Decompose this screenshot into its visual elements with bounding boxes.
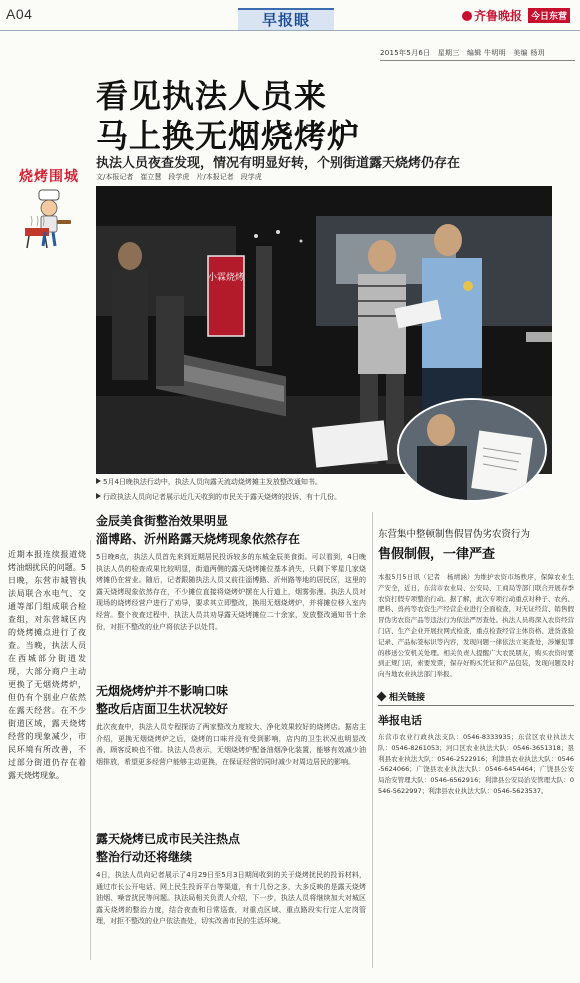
photo-caption-1-text: 5月4日晚执法行动中，执法人员向露天流动烧烤摊主发放整改通知书。 [103, 478, 322, 486]
intro-column: 近期本报连续报道烧烤油烟扰民的问题。5日晚，东营市城管执法局联合水电气、交通等部门组成联合检查组，对东营城区内的烧烤摊点进行了夜查。当晚，执法人员在西城部分街道发现，大部分商户主动更换了无烟烧烤炉，但仍有个别业户依然在露天经营。在不少街道区域，露天烧烤经营的现象减少，市民环境有所改善，不过部分街道仍存在着露天烧烤现象。 [8, 550, 86, 780]
section-tab [238, 8, 334, 30]
section-1-body: 5日晚8点，执法人员首先来到近期居民投诉较多的东城金辰美食街。可以看到，4日晚执法人员的检查成果比较明显，街道两侧的露天烧烤摊位基本消失，只剩下零星几家烧烤摊仍在营业。随后，记者跟随执法人员又前往淄博路、沂州路等地的居民区，这里的露天烧烤现象依然存在，不少摊位直接将烧烤炉摆在人行道上，烟雾弥漫。执法人员对现场的烧烤经营户进行了劝导，要求其立即整改，换用无烟烧烤炉，并将摊位移入室内经营。整个夜查过程中，执法人员共劝导露天烧烤摊位二十余家，发放整改通知书十余份，对拒不整改的业户将依法予以处罚。 [96, 553, 366, 631]
stall-sign-label: 小霖烧烤 [207, 273, 245, 283]
story-section-3 [96, 830, 366, 928]
hotline-list: 东营市农业行政执法支队：0546-8333935；东营区农业执法大队：0546-8261053；河口区农业执法大队：0546-3651318；垦利县农业执法大队：0546-2522916；利津县农业执法大队：0546-5624066；广饶县农业执法大队：0546-6454464；广饶县公安局治安管理大队：0546-6562916；利津县公安局治安管理大队：0546-5622997；利津县农业执法大队：0546-5623537。 [378, 732, 574, 795]
section-3-body: 4日，执法人员向记者展示了4月29日至5月3日期间收到的关于烧烤扰民的投诉材料，通过市长公开电话、网上民生投诉平台等渠道，有十几份之多，大多反映的是露天烧烤油烟、噪音扰民等问题。执法局相关负责人介绍，下一步，执法人员将继续加大对城区露天烧烤的整治力度，结合夜查和日常巡查，对重点区域、重点路段实行定人定岗管理，对拒不整改的业户依法查处，切实改善市民的生活环境。 [96, 871, 366, 926]
masthead [0, 0, 580, 28]
related-links-header [378, 690, 574, 706]
page-headline [96, 76, 360, 156]
dateline: 2015年5月6日 星期三 编辑 牛明明 美编 杨玥 [380, 49, 545, 57]
section-2-body: 此次夜查中，执法人员专程探访了两家整改力度较大、净化效果较好的烧烤店。据店主介绍，更换无烟烧烤炉之后，烧烤的口味并没有受到影响，店内的卫生状况也明显改善，顾客反映也不错。执法人员表示，无烟烧烤炉配备油烟净化装置，能够有效减少油烟排放，希望更多经营户能够主动更换，在保证经营的同时减少对周边居民的影响。 [96, 723, 366, 766]
caption-marker-icon [96, 478, 101, 484]
inset-photo-scene [399, 400, 547, 502]
side-story-headline: 售假制假，一律严查 [378, 547, 496, 562]
caption-marker-icon [96, 493, 101, 499]
byline: 文/本报记者 崔立慧 段学虎 片/本报记者 段学虎 [96, 173, 262, 181]
related-links-label: 相关链接 [389, 692, 426, 703]
section-2-head-1: 无烟烧烤炉并不影响口味 [96, 684, 229, 698]
section-1-head-2: 淄博路、沂州路露天烧烤现象依然存在 [96, 532, 301, 546]
subheadline: 执法人员夜查发现，情况有明显好转，个别街道露天烧烤仍存在 [96, 156, 461, 171]
chef-grill-icon [21, 188, 77, 250]
masthead-rule [0, 30, 580, 31]
section-title: 早报眼 [261, 11, 310, 29]
story-section-1 [96, 512, 366, 633]
dateline-rule [380, 60, 575, 61]
photo-caption-1 [96, 477, 322, 487]
logo-icon [462, 11, 472, 21]
side-story [378, 528, 574, 797]
hotline-title: 举报电话 [378, 713, 422, 727]
side-story-body: 本报5月5日讯（记者 杨靖涵）为维护农资市场秩序，保障农业生产安全，近日，东营市农业局、公安局、工商局等部门联合开展春季农资打假专项整治行动。据了解，此次专项行动重点对种子、农药、肥料、兽药等农资生产经营企业进行全面检查，对无证经营、销售假冒伪劣农资产品等违法行为依法严厉查处。执法人员将深入农资经营门店、生产企业开展拉网式检查，重点检查经营主体资格、进货查验记录、产品标签标识等内容，发现问题一律依法立案查处，涉嫌犯罪的移送公安机关处理。相关负责人提醒广大农民朋友，购买农资时要到正规门店，索要发票，保存好购买凭证和产品包装，发现问题及时向当地农业执法部门举报。 [378, 573, 574, 679]
column-logo-title: 烧烤围城 [19, 169, 79, 185]
column-logo [16, 166, 82, 250]
headline-line-2: 马上换无烟烧烤炉 [96, 117, 361, 155]
section-3-head-1: 露天烧烤已成市民关注热点 [96, 832, 241, 846]
paper-tag: 今日东营 [528, 8, 570, 23]
diamond-icon [377, 692, 387, 702]
section-1-head-1: 金辰美食街整治效果明显 [96, 514, 229, 528]
column-divider-left [90, 540, 91, 960]
page-number: A04 [6, 6, 33, 22]
headline-line-1: 看见执法人员来 [96, 77, 328, 115]
story-section-2 [96, 682, 366, 768]
section-2-head-2: 整改后店面卫生状况较好 [96, 702, 229, 716]
photo-caption-2-text: 行政执法人员向记者展示近几天收到的市民关于露天烧烤的投诉，有十几份。 [103, 493, 341, 501]
section-3-head-2: 整治行动还将继续 [96, 850, 193, 864]
photo-caption-2 [96, 492, 341, 502]
side-story-kicker: 东营集中整顿制售假冒伪劣农资行为 [378, 529, 531, 540]
paper-logo [462, 7, 522, 24]
paper-name: 齐鲁晚报 [474, 9, 523, 23]
column-divider-right [372, 512, 373, 968]
inset-photo [397, 398, 547, 502]
